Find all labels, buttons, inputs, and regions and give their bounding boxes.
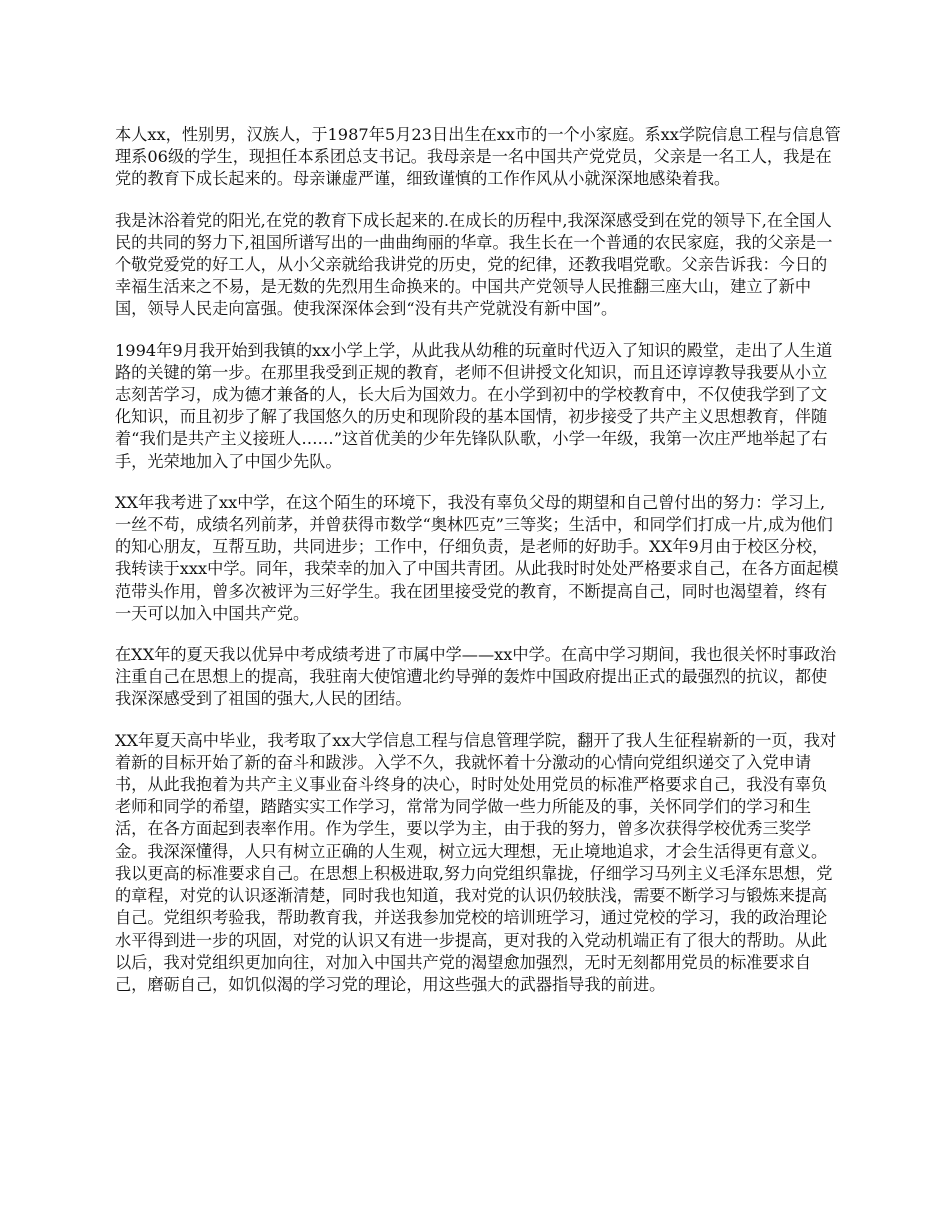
paragraph-5: 在XX年的夏天我以优异中考成绩考进了市属中学——xx中学。在高中学习期间，我也很关怀时事政治注重自己在思想上的提高，我驻南大使馆遭北约导弹的轰炸中国政府提出正式的最强烈的抗议，都使我深深感受到了祖国的强大,人民的团结。 [115, 645, 837, 709]
document-body [115, 124, 841, 1015]
paragraph-4: XX年我考进了xx中学，在这个陌生的环境下，我没有辜负父母的期望和自己曾付出的努力：学习上,一丝不苟，成绩名列前茅，并曾获得市数学“奥林匹克”三等奖；生活中，和同学们打成一片,成为他们的知心朋友，互帮互助，共同进步；工作中，仔细负责，是老师的好助手。XX年9月由于校区分校，我转读于xxx中学。同年，我荣幸的加入了中国共青团。从此我时时处处严格要求自己，在各方面起模范带头作用，曾多次被评为三好学生。我在团里接受党的教育，不断提高自己，同时也渴望着，终有一天可以加入中国共产党。 [115, 492, 839, 623]
paragraph-3: 1994年9月我开始到我镇的xx小学上学，从此我从幼稚的玩童时代迈入了知识的殿堂，走出了人生道路的关键的第一步。在那里我受到正规的教育，老师不但讲授文化知识，而且还谆谆教导我要从小立志刻苦学习，成为德才兼备的人，长大后为国效力。在小学到初中的学校教育中，不仅使我学到了文化知识，而且初步了解了我国悠久的历史和现阶段的基本国情，初步接受了共产主义思想教育，伴随着“我们是共产主义接班人……”这首优美的少年先锋队队歌，小学一年级，我第一次庄严地举起了右手，光荣地加入了中国少先队。 [115, 340, 833, 471]
paragraph-1: 本人xx，性别男，汉族人，于1987年5月23日出生在xx市的一个小家庭。系xx学院信息工程与信息管理系06级的学生，现担任本系团总支书记。我母亲是一名中国共产党党员，父亲是一名工人，我是在党的教育下成长起来的。母亲谦虚严谨，细致谨慎的工作作风从小就深深地感染着我。 [115, 125, 841, 189]
paragraph-6: XX年夏天高中毕业，我考取了xx大学信息工程与信息管理学院，翻开了我人生征程崭新的一页，我对着新的目标开始了新的奋斗和跋涉。入学不久，我就怀着十分激动的心情向党组织递交了入党申请书，从此我抱着为共产主义事业奋斗终身的决心，时时处处用党员的标准严格要求自己，我没有辜负老师和同学的希望，踏踏实实工作学习，常常为同学做一些力所能及的事，关怀同学们的学习和生活，在各方面起到表率作用。作为学生，要以学为主，由于我的努力，曾多次获得学校优秀三奖学金。我深深懂得，人只有树立正确的人生观，树立远大理想，无止境地追求，才会生活得更有意义。我以更高的标准要求自己。在思想上积极进取,努力向党组织靠拢，仔细学习马列主义毛泽东思想，党的章程，对党的认识逐渐清楚，同时我也知道，我对党的认识仍较肤浅，需要不断学习与锻炼来提高自己。党组织考验我，帮助教育我，并送我参加党校的培训班学习，通过党校的学习，我的政治理论水平得到进一步的巩固，对党的认识又有进一步提高，更对我的入党动机端正有了很大的帮助。从此以后，我对党组织更加向往，对加入中国共产党的渴望愈加强烈，无时无刻都用党员的标准要求自己，磨砺自己，如饥似渴的学习党的理论，用这些强大的武器指导我的前进。 [115, 730, 837, 994]
paragraph-2: 我是沐浴着党的阳光,在党的教育下成长起来的.在成长的历程中,我深深感受到在党的领导下,在全国人民的共同的努力下,祖国所谱写出的一曲曲绚丽的华章。我生长在一个普通的农民家庭，我的父亲是一个敬党爱党的好工人，从小父亲就给我讲党的历史，党的纪律，还教我唱党歌。父亲告诉我：今日的幸福生活来之不易，是无数的先烈用生命换来的。中国共产党领导人民推翻三座大山，建立了新中国，领导人民走向富强。使我深深体会到“没有共产党就没有新中国”。 [115, 210, 833, 319]
